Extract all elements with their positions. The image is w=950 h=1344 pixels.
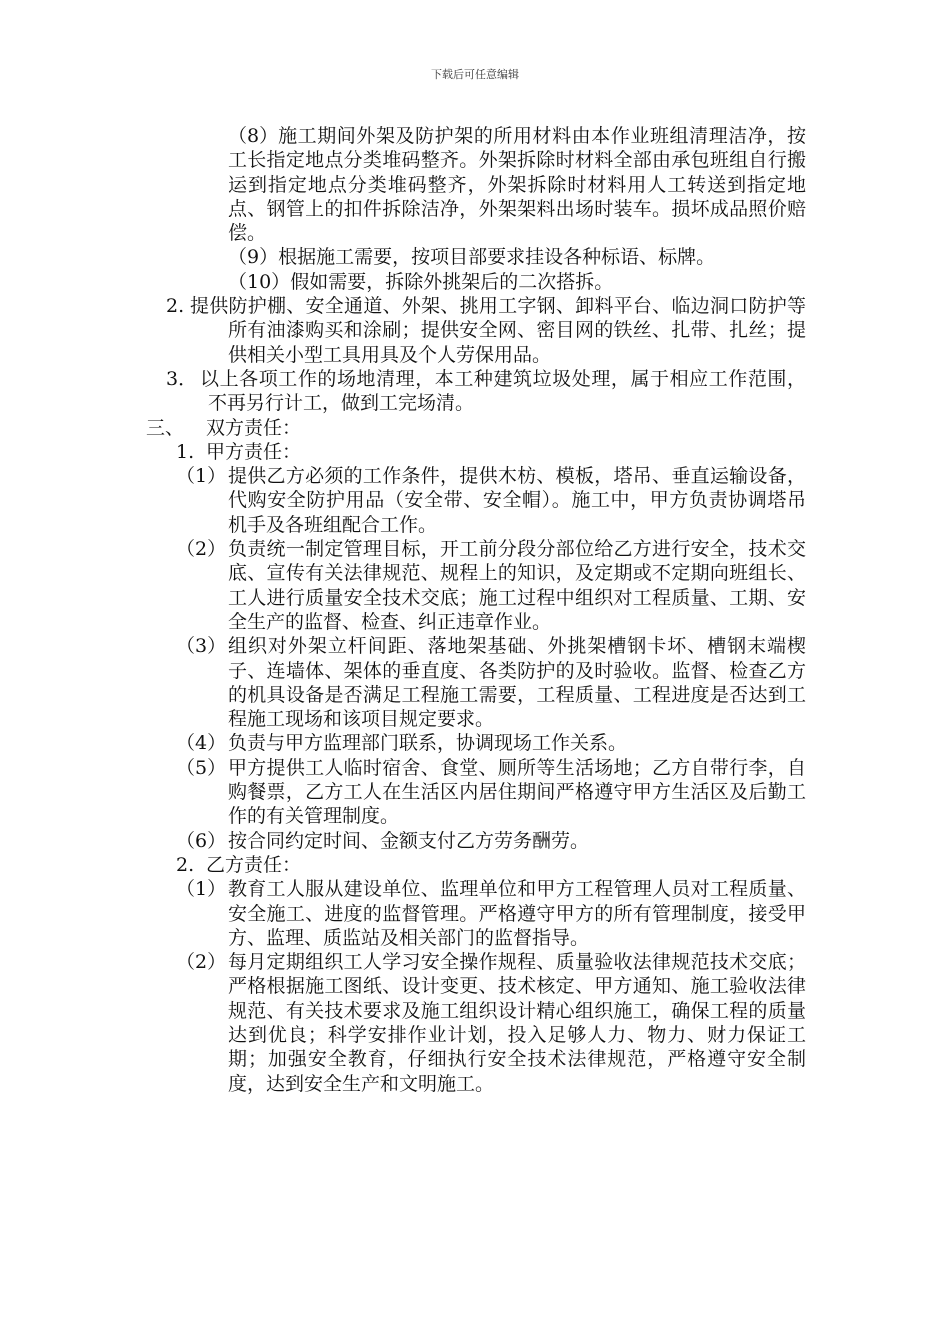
paragraph-text: 根据施工需要，按项目部要求挂设各种标语、标牌。 [278, 246, 716, 269]
paragraph [0, 756, 950, 829]
paragraph-text: 按合同约定时间、金额支付乙方劳务酬劳。 [228, 829, 590, 852]
paragraph-number: 1. [176, 440, 195, 463]
paragraph [0, 464, 950, 537]
document-body [0, 124, 950, 1096]
paragraph-number: （8） [228, 125, 279, 147]
paragraph [0, 877, 950, 950]
paragraph-number: 2. [176, 853, 195, 876]
paragraph-text: 组织对外架立杆间距、落地架基础、外挑架槽钢卡坏、槽钢末端楔子、连墙体、架体的垂直度、各类防护的及时验收。监督、检查乙方的机具设备是否满足工程施工需要，工程质量、工程进度是否达到工程施工现场和该项目规定要求。 [228, 635, 806, 731]
page-header: 下载后可任意编辑 [431, 68, 519, 81]
paragraph-text: 以上各项工作的场地清理，本工种建筑垃圾处理，属于相应工作范围，不再另行计工，做到工完场清。 [200, 367, 806, 415]
paragraph-number: （9） [228, 246, 279, 269]
paragraph-number: 2. [166, 295, 185, 318]
paragraph-number: 3． [166, 367, 198, 390]
paragraph [0, 416, 950, 440]
paragraph-number: （6） [176, 829, 227, 852]
paragraph-number: （1） [176, 878, 227, 901]
paragraph [0, 440, 950, 464]
paragraph-number: （1） [176, 465, 227, 488]
paragraph-number: （10） [228, 270, 291, 293]
paragraph-text: 每月定期组织工人学习安全操作规程、质量验收法律规范技术交底；严格根据施工图纸、设计变更、技术核定、甲方通知、施工验收法律规范、有关技术要求及施工组织设计精心组织施工，确保工程的质量达到优良；科学安排作业计划，投入足够人力、物力、财力保证工期；加强安全教育，仔细执行安全技术法律规范，严格遵守安全制度，达到安全生产和文明施工。 [228, 951, 806, 1095]
paragraph [0, 270, 950, 294]
paragraph-text: 假如需要，拆除外挑架后的二次搭拆。 [290, 270, 614, 293]
paragraph-number: 三、 [146, 416, 185, 439]
paragraph-text: 施工期间外架及防护架的所用材料由本作业班组清理洁净，按工长指定地点分类堆码整齐。外架拆除时材料全部由承包班组自行搬运到指定地点分类堆码整齐，外架拆除时材料用人工转送到指定地点、钢管上的扣件拆除洁净，外架架料出场时装车。损坏成品照价赔偿。 [228, 125, 806, 245]
paragraph-text: 双方责任： [206, 416, 302, 439]
paragraph-text: 教育工人服从建设单位、监理单位和甲方工程管理人员对工程质量、安全施工、进度的监督管理。严格遵守甲方的所有管理制度，接受甲方、监理、质监站及相关部门的监督指导。 [228, 878, 806, 949]
paragraph-text: 甲方提供工人临时宿舍、食堂、厕所等生活场地；乙方自带行李，自购餐票，乙方工人在生活区内居住期间严格遵守甲方生活区及后勤工作的有关管理制度。 [228, 756, 806, 828]
paragraph-text: 提供防护棚、安全通道、外架、挑用工字钢、卸料平台、临边洞口防护等所有油漆购买和涂刷；提供安全网、密目网的铁丝、扎带、扎丝；提供相关小型工具用具及个人劳保用品。 [190, 295, 806, 366]
paragraph [0, 634, 950, 731]
paragraph [0, 950, 950, 1096]
paragraph [0, 245, 950, 269]
paragraph [0, 731, 950, 755]
paragraph-number: （2） [176, 951, 227, 974]
paragraph-number: （2） [176, 538, 227, 561]
paragraph-text: 提供乙方必须的工作条件，提供木枋、模板，塔吊、垂直运输设备，代购安全防护用品（安全带、安全帽）。施工中，甲方负责协调塔吊机手及各班组配合工作。 [228, 465, 806, 536]
paragraph [0, 124, 950, 245]
paragraph [0, 829, 950, 853]
paragraph [0, 853, 950, 877]
paragraph-number: （4） [176, 732, 227, 755]
paragraph-text: 负责与甲方监理部门联系，协调现场工作关系。 [228, 732, 628, 755]
paragraph-number: （5） [176, 756, 227, 779]
paragraph-text: 甲方责任： [206, 440, 302, 463]
paragraph-text: 乙方责任： [206, 853, 302, 876]
paragraph [0, 294, 950, 367]
paragraph-number: （3） [176, 635, 227, 658]
paragraph-text: 负责统一制定管理目标，开工前分段分部位给乙方进行安全，技术交底、宣传有关法律规范、规程上的知识，及定期或不定期向班组长、工人进行质量安全技术交底；施工过程中组织对工程质量、工期、安全生产的监督、检查、纠正违章作业。 [228, 538, 806, 633]
paragraph [0, 537, 950, 634]
paragraph [0, 367, 950, 416]
